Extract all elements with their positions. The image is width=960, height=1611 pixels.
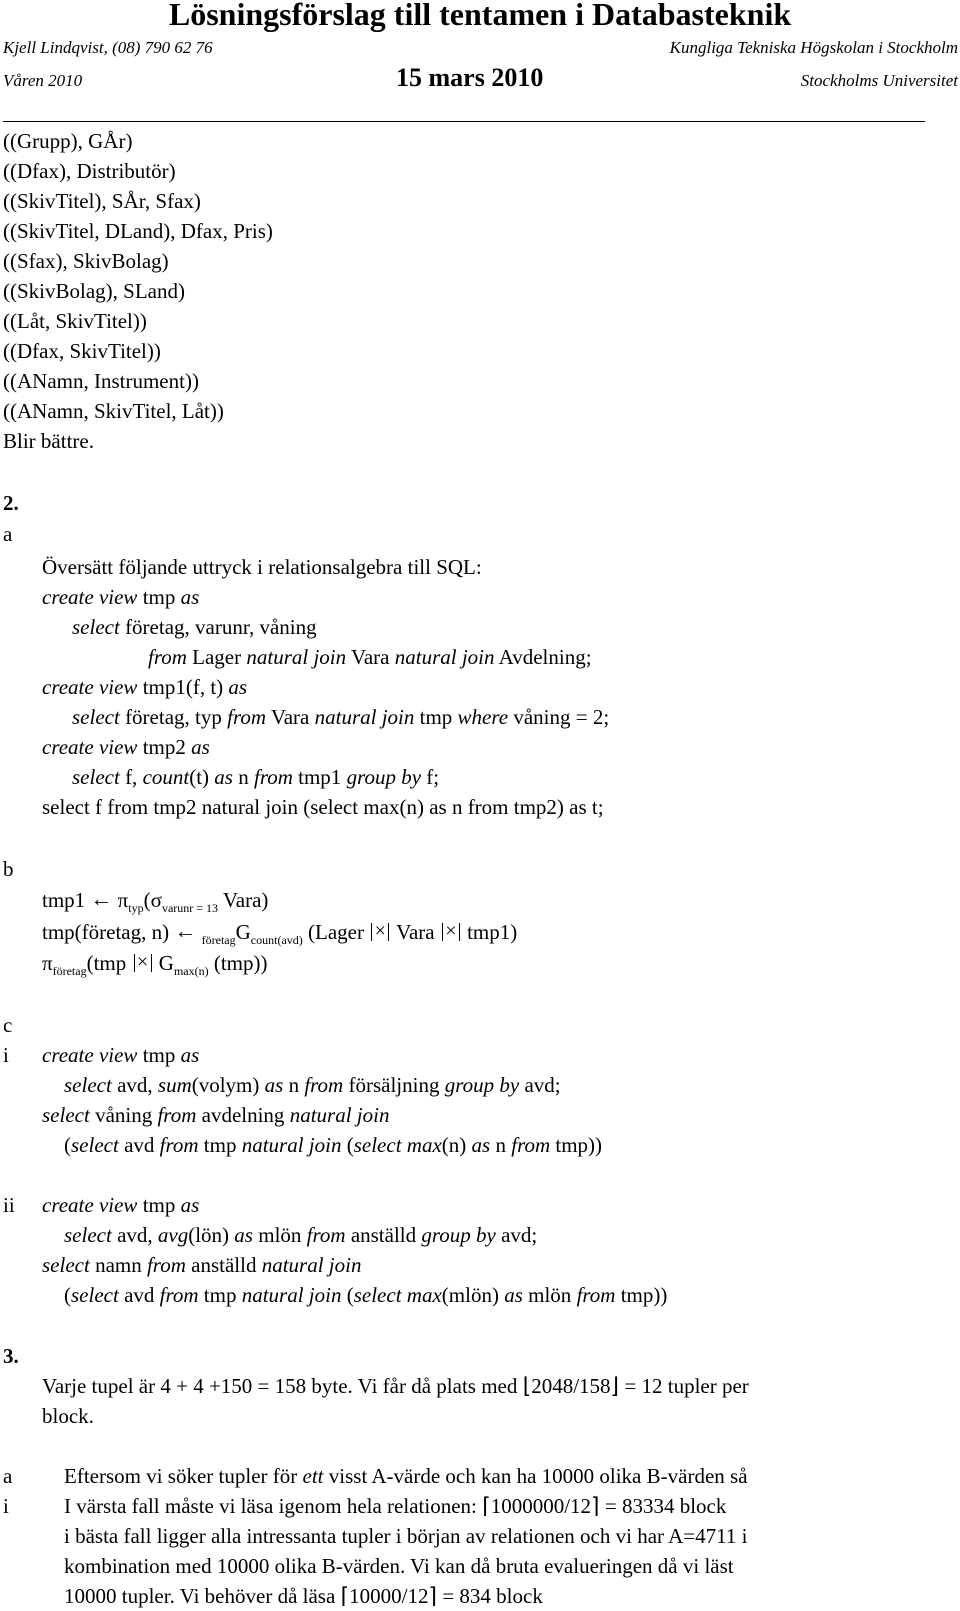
q3-text-line-2: block. xyxy=(42,1404,94,1428)
header-institution-2: Stockholms Universitet xyxy=(800,71,958,90)
key-line: ((Grupp), GÅr) xyxy=(3,129,133,153)
header-term: Våren 2010 xyxy=(3,71,83,90)
q2a-sql-line-2: select företag, varunr, våning xyxy=(72,615,317,639)
header-author: Kjell Lindqvist, (08) 790 62 76 xyxy=(3,38,213,57)
key-line: ((Dfax, SkivTitel)) xyxy=(3,339,161,363)
q2ci-sql-line-3: select våning from avdelning natural join xyxy=(42,1103,390,1127)
header-divider xyxy=(3,121,925,122)
part-c-i-label: i xyxy=(3,1043,9,1067)
q2b-expression-1: tmp1 ← $\pi_{typ}(\sigma_{varunr = 13}$ Vara) xyxy=(42,886,269,915)
q3a-text-line-5: 10000 tupler. Vi behöver då läsa ⌈10000/12⌉ = 834 block xyxy=(64,1584,543,1609)
document-title: Lösningsförslag till tentamen i Databasteknik xyxy=(168,0,792,32)
q2a-intro: Översätt följande uttryck i relationsalgebra till SQL: xyxy=(42,555,482,579)
natural-join-icon: × xyxy=(369,923,391,941)
key-line-note: Blir bättre. xyxy=(3,429,94,453)
key-line: ((Dfax), Distributör) xyxy=(3,159,176,183)
key-line: ((ANamn, SkivTitel, Låt)) xyxy=(3,399,224,423)
q2a-sql-line-4: create view tmp1(f, t) as xyxy=(42,675,248,699)
ceil-left-icon: ⌈ xyxy=(482,1494,491,1519)
q2cii-sql-line-3: select namn from anställd natural join xyxy=(42,1253,362,1277)
ceil-right-icon: ⌉ xyxy=(428,1584,438,1609)
floor-right-icon: ⌋ xyxy=(610,1374,620,1399)
q2b-expression-3: $\pi_{företag}(tmp$ × $G_{max(n)}$ (tmp)) xyxy=(42,951,268,978)
natural-join-icon: × xyxy=(440,923,462,941)
q2cii-sql-line-2: select avd, avg(lön) as mlön from anställd group by avd; xyxy=(64,1223,538,1247)
key-line: ((SkivTitel), SÅr, Sfax) xyxy=(3,189,201,213)
assign-arrow-icon: ← xyxy=(90,886,113,911)
q2a-sql-line-7: select f, count(t) as n from tmp1 group by f; xyxy=(72,765,440,789)
key-line: ((SkivTitel, DLand), Dfax, Pris) xyxy=(3,219,273,243)
ceil-right-icon: ⌉ xyxy=(591,1494,600,1519)
q3-part-a-label: a xyxy=(3,1464,13,1488)
q2a-sql-line-1: create view tmp as xyxy=(42,585,200,609)
natural-join-icon: × xyxy=(132,954,154,972)
question-3-number: 3. xyxy=(3,1344,19,1368)
q2cii-sql-line-4: (select avd from tmp natural join (select max(mlön) as mlön from tmp)) xyxy=(64,1283,668,1307)
q3a-text-line-3: i bästa fall ligger alla intressanta tupler i början av relationen och vi har A=4711 i xyxy=(64,1524,748,1548)
part-a-label: a xyxy=(3,522,13,546)
key-line: ((ANamn, Instrument)) xyxy=(3,369,199,393)
header-date: 15 mars 2010 xyxy=(396,63,544,92)
q3a-text-line-2: I värsta fall måste vi läsa igenom hela relationen: ⌈1000000/12⌉ = 83334 block xyxy=(64,1494,727,1519)
q2a-sql-line-8: select f from tmp2 natural join (select max(n) as n from tmp2) as t; xyxy=(42,795,604,819)
key-line: ((Sfax), SkivBolag) xyxy=(3,249,169,273)
q3a-text-line-4: kombination med 10000 olika B-värden. Vi kan då bruta evalueringen då vi läst xyxy=(64,1554,734,1578)
q2ci-sql-line-1: create view tmp as xyxy=(42,1043,200,1067)
q3a-text-line-1: Eftersom vi söker tupler för ett visst A-värde och kan ha 10000 olika B-värden så xyxy=(64,1464,748,1488)
q2a-sql-line-3: from Lager natural join Vara natural join Avdelning; xyxy=(148,645,592,669)
assign-arrow-icon: ← xyxy=(174,918,197,943)
q2ci-sql-line-4: (select avd from tmp natural join (select max(n) as n from tmp)) xyxy=(64,1133,603,1157)
key-line: ((SkivBolag), SLand) xyxy=(3,279,185,303)
q2a-sql-line-6: create view tmp2 as xyxy=(42,735,210,759)
q2b-expression-2: tmp(företag, n) ← $_{företag}G_{count(avd)}$ (Lager × Vara × tmp1) xyxy=(42,918,518,947)
q3-part-i-label: i xyxy=(3,1494,9,1518)
part-c-label: c xyxy=(3,1013,13,1037)
q2ci-sql-line-2: select avd, sum(volym) as n from försäljning group by avd; xyxy=(64,1073,561,1097)
part-c-ii-label: ii xyxy=(3,1193,15,1217)
floor-left-icon: ⌊ xyxy=(522,1374,532,1399)
q2a-sql-line-5: select företag, typ from Vara natural join tmp where våning = 2; xyxy=(72,705,610,729)
q2cii-sql-line-1: create view tmp as xyxy=(42,1193,200,1217)
question-2-number: 2. xyxy=(3,491,19,515)
key-line: ((Låt, SkivTitel)) xyxy=(3,309,147,333)
q3-text-line-1: Varje tupel är 4 + 4 +150 = 158 byte. Vi får då plats med ⌊2048/158⌋ = 12 tupler per xyxy=(42,1374,749,1399)
ceil-left-icon: ⌈ xyxy=(340,1584,350,1609)
part-b-label: b xyxy=(3,857,14,881)
header-institution-1: Kungliga Tekniska Högskolan i Stockholm xyxy=(669,38,958,57)
